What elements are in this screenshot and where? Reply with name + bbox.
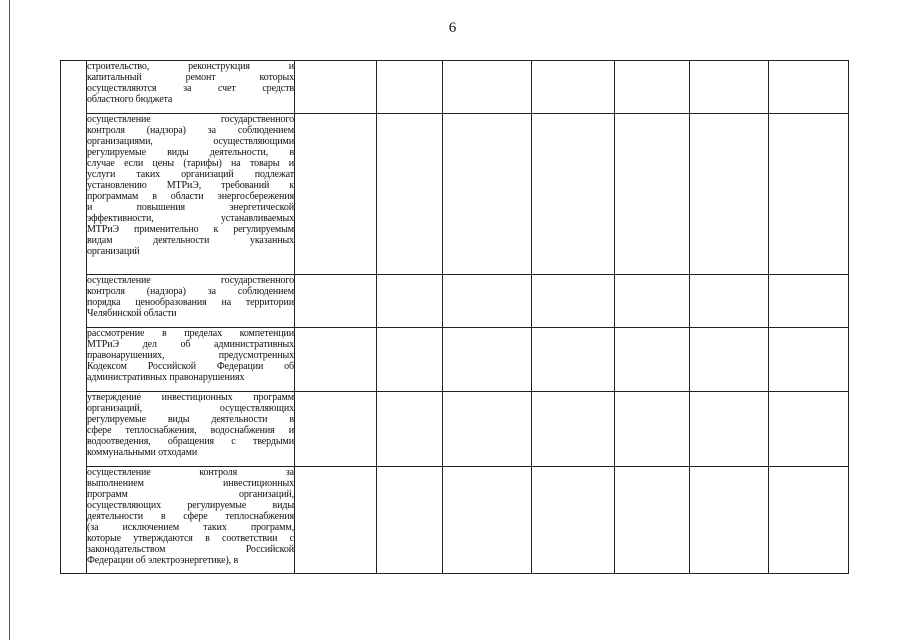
empty-cell	[690, 61, 769, 114]
description-line: выполнением инвестиционных	[87, 478, 294, 489]
empty-cell	[769, 467, 849, 574]
description-line: услуги таких организаций подлежат	[87, 169, 294, 180]
empty-cell	[443, 275, 532, 328]
empty-cell	[295, 328, 377, 392]
empty-cell	[532, 114, 615, 275]
description-line: видам деятельности указанных	[87, 235, 294, 246]
description-line: Кодексом Российской Федерации об	[87, 361, 294, 372]
description-line: эффективности, устанавливаемых	[87, 213, 294, 224]
empty-cell	[769, 275, 849, 328]
description-line: организациями, осуществляющими	[87, 136, 294, 147]
description-line: и повышения энергетической	[87, 202, 294, 213]
empty-cell	[532, 275, 615, 328]
description-line: Челябинской области	[87, 308, 177, 319]
empty-cell	[769, 392, 849, 467]
description-line: правонарушениях, предусмотренных	[87, 350, 294, 361]
description-line: осуществление государственного	[87, 275, 294, 286]
empty-cell	[532, 328, 615, 392]
description-line: контроля (надзора) за соблюдением	[87, 125, 294, 136]
description-line: капитальный ремонт которых	[87, 72, 294, 83]
description-line: областного бюджета	[87, 94, 173, 105]
description-line: организаций, осуществляющих	[87, 403, 294, 414]
empty-cell	[443, 61, 532, 114]
empty-cell	[532, 392, 615, 467]
description-cell	[87, 328, 295, 392]
empty-cell	[532, 61, 615, 114]
empty-cell	[690, 328, 769, 392]
description-line: сфере теплоснабжения, водоснабжения и	[87, 425, 294, 436]
empty-cell	[443, 392, 532, 467]
empty-cell	[690, 114, 769, 275]
description-line: осуществляющих регулируемые виды	[87, 500, 294, 511]
table-row	[61, 392, 849, 467]
empty-cell	[615, 392, 690, 467]
description-line: порядка ценообразования на территории	[87, 297, 294, 308]
description-cell	[87, 114, 295, 275]
description-line: регулируемые виды деятельности, в	[87, 147, 294, 158]
empty-cell	[295, 392, 377, 467]
description-line: случае если цены (тарифы) на товары и	[87, 158, 294, 169]
description-line: утверждение инвестиционных программ	[87, 392, 294, 403]
number-cell	[61, 275, 87, 328]
description-line: (за исключением таких программ,	[87, 522, 294, 533]
table-row	[61, 328, 849, 392]
description-line: осуществление государственного	[87, 114, 294, 125]
description-line: осуществляются за счет средств	[87, 83, 294, 94]
empty-cell	[295, 61, 377, 114]
empty-cell	[615, 114, 690, 275]
page-number: 6	[448, 20, 457, 36]
description-cell	[87, 467, 295, 574]
empty-cell	[443, 328, 532, 392]
empty-cell	[443, 467, 532, 574]
table-row	[61, 114, 849, 275]
empty-cell	[690, 275, 769, 328]
description-line: МТРиЭ дел об административных	[87, 339, 294, 350]
empty-cell	[769, 61, 849, 114]
empty-cell	[615, 61, 690, 114]
empty-cell	[532, 467, 615, 574]
description-line: осуществление контроля за	[87, 467, 294, 478]
table-row	[61, 467, 849, 574]
description-line: контроля (надзора) за соблюдением	[87, 286, 294, 297]
empty-cell	[295, 275, 377, 328]
empty-cell	[295, 114, 377, 275]
empty-cell	[690, 392, 769, 467]
empty-cell	[377, 114, 443, 275]
description-cell	[87, 61, 295, 114]
empty-cell	[443, 114, 532, 275]
description-line: МТРиЭ применительно к регулируемым	[87, 224, 294, 235]
empty-cell	[377, 467, 443, 574]
document-table	[60, 60, 849, 574]
description-line: которые утверждаются в соответствии с	[87, 533, 294, 544]
empty-cell	[615, 328, 690, 392]
number-cell	[61, 467, 87, 574]
empty-cell	[377, 61, 443, 114]
empty-cell	[769, 328, 849, 392]
empty-cell	[615, 275, 690, 328]
empty-cell	[377, 275, 443, 328]
number-cell	[61, 392, 87, 467]
description-line: законодательством Российской	[87, 544, 294, 555]
description-line: организаций	[87, 246, 140, 257]
empty-cell	[615, 467, 690, 574]
description-line: деятельности в сфере теплоснабжения	[87, 511, 294, 522]
table-row	[61, 61, 849, 114]
empty-cell	[377, 392, 443, 467]
description-line: рассмотрение в пределах компетенции	[87, 328, 294, 339]
description-line: строительство, реконструкция и	[87, 61, 294, 72]
empty-cell	[295, 467, 377, 574]
description-line: водоотведения, обращения с твердыми	[87, 436, 294, 447]
description-line: программам в области энергосбережения	[87, 191, 294, 202]
table-row	[61, 275, 849, 328]
description-line: регулируемые виды деятельности в	[87, 414, 294, 425]
empty-cell	[769, 114, 849, 275]
number-cell	[61, 328, 87, 392]
page-edge-line	[9, 0, 10, 640]
description-line: коммунальными отходами	[87, 447, 198, 458]
description-cell	[87, 392, 295, 467]
description-line: административных правонарушениях	[87, 372, 245, 383]
description-line: программ организаций,	[87, 489, 294, 500]
description-cell	[87, 275, 295, 328]
number-cell	[61, 114, 87, 275]
empty-cell	[690, 467, 769, 574]
empty-cell	[377, 328, 443, 392]
number-cell	[61, 61, 87, 114]
description-line: установлению МТРиЭ, требований к	[87, 180, 294, 191]
description-line: Федерации об электроэнергетике), в	[87, 555, 239, 566]
